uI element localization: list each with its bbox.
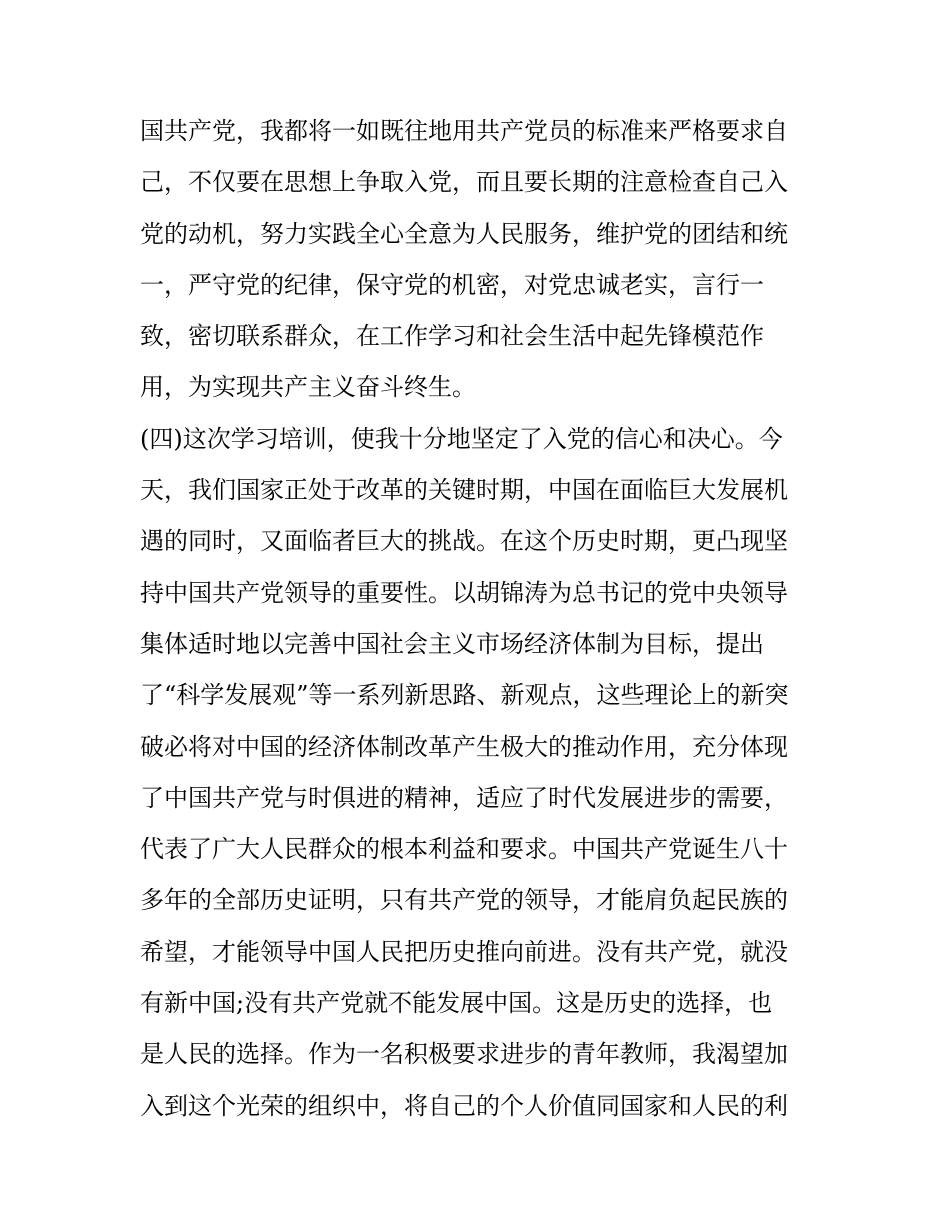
text-line: 多年的全部历史证明，只有共产党的领导，才能肩负起民族的 bbox=[140, 886, 788, 915]
text-line: 了中国共产党与时俱进的精神，适应了时代发展进步的需要， bbox=[140, 783, 788, 812]
text-line: 了“科学发展观”等一系列新思路、新观点，这些理论上的新突 bbox=[140, 681, 789, 710]
text-line: 希望，才能领导中国人民把历史推向前进。没有共产党，就没 bbox=[140, 937, 788, 966]
text-line: 持中国共产党领导的重要性。以胡锦涛为总书记的党中央领导 bbox=[140, 578, 788, 607]
text-line: 破必将对中国的经济体制改革产生极大的推动作用，充分体现 bbox=[140, 732, 788, 761]
text-line: 国共产党，我都将一如既往地用共产党员的标准来严格要求自 bbox=[140, 117, 788, 145]
text-line: 是人民的选择。作为一名积极要求进步的青年教师，我渴望加 bbox=[140, 1040, 788, 1069]
text-line: 天，我们国家正处于改革的关键时期，中国在面临巨大发展机 bbox=[140, 476, 788, 505]
text-line: 一，严守党的纪律，保守党的机密，对党忠诚老实，言行一 bbox=[140, 270, 764, 299]
text-line: 有新中国;没有共产党就不能发展中国。这是历史的选择，也 bbox=[140, 989, 773, 1018]
text-line: 集体适时地以完善中国社会主义市场经济体制为目标，提出 bbox=[140, 629, 764, 658]
document-body bbox=[140, 106, 820, 1132]
text-line: 致，密切联系群众，在工作学习和社会生活中起先锋模范作 bbox=[140, 322, 764, 351]
text-line: 代表了广大人民群众的根本利益和要求。中国共产党诞生八十 bbox=[140, 835, 788, 864]
text-line: 入到这个光荣的组织中，将自己的个人价值同国家和人民的利 bbox=[140, 1091, 788, 1120]
text-line: 党的动机，努力实践全心全意为人民服务，维护党的团结和统 bbox=[140, 219, 788, 248]
text-line: 用，为实现共产主义奋斗终生。 bbox=[140, 373, 476, 402]
text-line: (四)这次学习培训，使我十分地坚定了入党的信心和决心。今 bbox=[140, 424, 783, 453]
text-line: 遇的同时，又面临者巨大的挑战。在这个历史时期，更凸现坚 bbox=[140, 527, 788, 556]
text-line: 己，不仅要在思想上争取入党，而且要长期的注意检查自己入 bbox=[140, 168, 788, 197]
